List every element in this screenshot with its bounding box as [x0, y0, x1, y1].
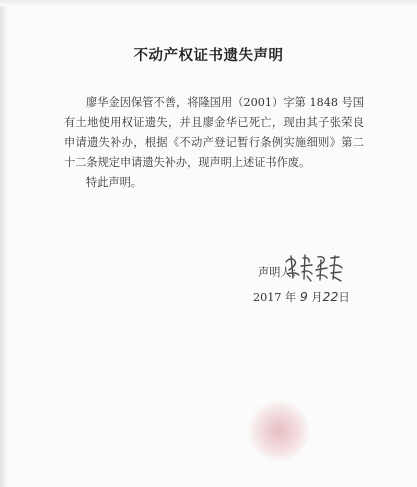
- document-body: [64, 93, 364, 193]
- scan-top-shadow: [0, 0, 417, 6]
- date-month-unit: 月: [311, 291, 323, 304]
- date-year: 2017: [253, 291, 282, 304]
- closing-paragraph: 特此声明。: [86, 176, 142, 189]
- date-month: 9: [299, 289, 308, 304]
- scan-edge-shadow: [0, 0, 8, 487]
- date-day-unit: 日: [338, 291, 350, 304]
- declaration-date: [253, 289, 350, 305]
- declarant-label: 声明人：: [258, 266, 303, 279]
- date-day: 22: [322, 289, 339, 304]
- date-year-unit: 年: [285, 291, 297, 304]
- handwritten-signature: [283, 252, 345, 284]
- declaration-paragraph: 廖华金因保管不善，将隆国用（2001）字第 1848 号国有土地使用权证遗失，并且廖金华已死亡，现由其子张荣良申请遗失补办，根据《不动产登记暂行条例实施细则》第二十二条规定申请遗失补办，现声明上述证书作废。: [64, 96, 364, 169]
- document-title: 不动产权证书遗失声明: [133, 47, 284, 64]
- red-seal-mark: [248, 400, 310, 462]
